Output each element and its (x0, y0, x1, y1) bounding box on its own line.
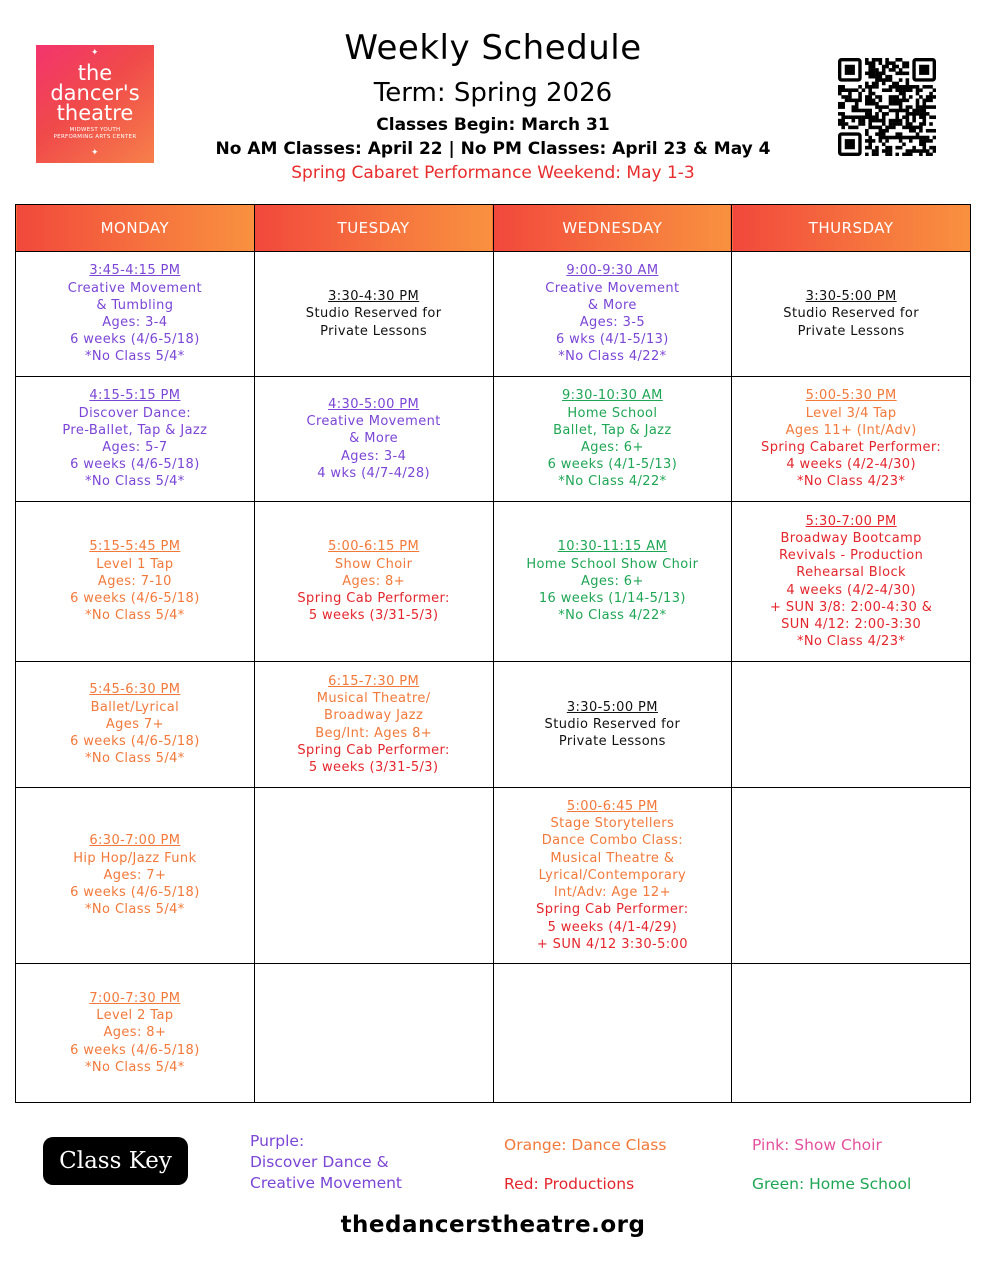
class-detail: Musical Theatre/ (316, 691, 431, 707)
class-detail: *No Class 5/4* (85, 608, 185, 624)
term-label: Term: Spring 2026 (373, 78, 613, 108)
class-detail: 6 weeks (4/6-5/18) (70, 332, 200, 348)
class-detail: Ages: 8+ (342, 573, 406, 589)
schedule-table (15, 204, 971, 1103)
class-detail: Beg/Int: Ages 8+ (315, 725, 433, 741)
no-class-dates: No AM Classes: April 22 | No PM Classes: April 23 & May 4 (215, 139, 771, 159)
class-time: 4:30-5:00 PM (328, 396, 420, 412)
schedule-row (16, 788, 971, 964)
class-detail: Private Lessons (797, 323, 905, 339)
class-detail: Level 1 Tap (96, 556, 174, 572)
key-pink: Pink: Show Choir (752, 1136, 882, 1154)
class-time: 9:00-9:30 AM (566, 263, 659, 279)
day-header-row (16, 205, 971, 252)
class-time: 3:45-4:15 PM (89, 263, 181, 279)
schedule-cell-thursday (732, 788, 971, 964)
class-detail: Creative Movement (545, 280, 680, 296)
class-detail: Spring Cabaret Performer: (761, 440, 942, 455)
sparkle-icon: ✦ (91, 48, 99, 58)
class-detail: Ages: 3-5 (579, 315, 645, 330)
schedule-cell-thursday (732, 502, 971, 662)
class-detail: Lyrical/Contemporary (538, 867, 687, 883)
logo-tagline-2: PERFORMING ARTS CENTER (53, 134, 137, 140)
day-header-tuesday: TUESDAY (254, 205, 493, 252)
schedule-row (16, 377, 971, 502)
class-time: 4:15-5:15 PM (89, 388, 181, 404)
class-detail: Dance Combo Class: (541, 833, 684, 849)
schedule-cell-wednesday (493, 252, 732, 377)
schedule-cell-monday (16, 964, 255, 1103)
schedule-cell-wednesday (493, 502, 732, 662)
day-header-thursday: THURSDAY (732, 205, 971, 252)
class-detail: & Tumbling (96, 297, 174, 313)
class-detail: Ages 11+ (Int/Adv) (785, 422, 917, 438)
class-detail: *No Class 5/4* (85, 751, 185, 767)
class-detail: Ages: 3-4 (102, 315, 168, 330)
class-detail: Rehearsal Block (796, 565, 906, 581)
schedule-cell-monday (16, 788, 255, 964)
schedule-cell-tuesday (254, 252, 493, 377)
class-detail: Stage Storytellers (550, 816, 675, 832)
schedule-cell-thursday (732, 662, 971, 788)
class-detail: Spring Cab Performer: (536, 902, 689, 918)
class-detail: Ages 7+ (105, 716, 164, 732)
class-detail: & More (587, 297, 637, 313)
class-time: 10:30-11:15 AM (557, 539, 668, 555)
class-detail: Home School Show Choir (526, 556, 699, 572)
logo-tagline-1: MIDWEST YOUTH (69, 127, 121, 133)
day-header-wednesday: WEDNESDAY (493, 205, 732, 252)
schedule-cell-tuesday (254, 788, 493, 964)
logo-line-2: dancer's (50, 81, 140, 105)
class-detail: 6 weeks (4/6-5/18) (70, 885, 200, 901)
schedule-row (16, 964, 971, 1103)
class-detail: *No Class 4/23* (796, 474, 906, 490)
schedule-cell-monday (16, 502, 255, 662)
schedule-cell-wednesday (493, 788, 732, 964)
class-time: 6:15-7:30 PM (328, 673, 420, 689)
class-detail: 4 weeks (4/2-4/30) (786, 457, 916, 473)
class-detail: 5 weeks (3/31-5/3) (308, 759, 439, 775)
class-time: 3:30-4:30 PM (328, 289, 420, 305)
class-time: 5:00-5:30 PM (805, 388, 897, 404)
class-detail: Broadway Jazz (324, 708, 424, 724)
class-detail: Ages: 7+ (103, 867, 167, 883)
class-time: 5:00-6:15 PM (328, 539, 420, 555)
schedule-cell-monday (16, 662, 255, 788)
class-detail: *No Class 4/23* (796, 634, 906, 650)
class-detail: Ballet, Tap & Jazz (553, 422, 672, 438)
schedule-cell-wednesday (493, 662, 732, 788)
class-detail: 5 weeks (4/1-4/29) (547, 919, 678, 935)
class-detail: Pre-Ballet, Tap & Jazz (62, 422, 208, 438)
key-green: Green: Home School (752, 1175, 912, 1193)
website-link[interactable]: thedancerstheatre.org (340, 1212, 646, 1238)
class-time: 5:45-6:30 PM (89, 682, 181, 698)
class-detail: + SUN 4/12 3:30-5:00 (536, 936, 688, 952)
class-detail: Studio Reserved for (783, 306, 919, 322)
class-detail: Private Lessons (558, 734, 666, 750)
schedule-cell-tuesday (254, 662, 493, 788)
schedule-cell-monday (16, 252, 255, 377)
class-detail: SUN 4/12: 2:00-3:30 (781, 616, 922, 632)
qr-code-icon[interactable] (838, 58, 936, 156)
class-detail: Broadway Bootcamp (780, 530, 922, 546)
class-detail: 6 weeks (4/6-5/18) (70, 591, 200, 607)
schedule-cell-tuesday (254, 502, 493, 662)
class-detail: Level 2 Tap (96, 1008, 174, 1024)
class-detail: 4 wks (4/7-4/28) (317, 465, 431, 481)
day-header-monday: MONDAY (16, 205, 255, 252)
class-detail: 16 weeks (1/14-5/13) (538, 591, 686, 607)
class-detail: *No Class 5/4* (85, 902, 185, 918)
class-detail: *No Class 4/22* (558, 474, 667, 490)
class-detail: 5 weeks (3/31-5/3) (308, 608, 439, 624)
schedule-cell-thursday (732, 252, 971, 377)
class-detail: *No Class 5/4* (85, 1059, 185, 1075)
key-purple (250, 1131, 402, 1194)
class-detail: Ballet/Lyrical (90, 699, 180, 715)
class-detail: *No Class 4/22* (558, 608, 667, 624)
class-detail: 6 wks (4/1-5/13) (555, 332, 669, 348)
class-detail: *No Class 5/4* (85, 474, 185, 490)
class-detail: Musical Theatre & (550, 850, 675, 866)
class-time: 3:30-5:00 PM (566, 699, 658, 715)
schedule-cell-tuesday (254, 964, 493, 1103)
cabaret-notice: Spring Cabaret Performance Weekend: May 1-3 (291, 163, 695, 183)
class-detail: Studio Reserved for (305, 306, 442, 322)
class-time: 6:30-7:00 PM (89, 833, 181, 849)
key-purple-line: Purple: (250, 1132, 305, 1150)
class-detail: 6 weeks (4/6-5/18) (70, 1042, 200, 1058)
class-time: 3:30-5:00 PM (805, 289, 897, 305)
class-time: 5:30-7:00 PM (805, 513, 897, 529)
schedule-row (16, 252, 971, 377)
class-detail: & More (349, 431, 399, 447)
class-detail: Ages: 6+ (580, 440, 644, 455)
class-time: 5:00-6:45 PM (566, 799, 658, 815)
key-purple-line: Discover Dance & (250, 1153, 389, 1171)
class-detail: 6 weeks (4/6-5/18) (70, 457, 200, 473)
schedule-cell-thursday (732, 377, 971, 502)
class-time: 9:30-10:30 AM (561, 388, 663, 404)
schedule-cell-wednesday (493, 377, 732, 502)
class-detail: Show Choir (334, 556, 413, 572)
schedule-cell-wednesday (493, 964, 732, 1103)
class-detail: 4 weeks (4/2-4/30) (786, 582, 916, 598)
class-detail: Ages: 3-4 (340, 448, 407, 464)
class-detail: Creative Movement (306, 414, 441, 430)
logo-line-1: the (77, 61, 113, 85)
class-detail: 6 weeks (4/6-5/18) (70, 734, 200, 750)
class-detail: *No Class 4/22* (558, 349, 667, 365)
class-detail: Level 3/4 Tap (805, 405, 897, 421)
schedule-cell-monday (16, 377, 255, 502)
class-time: 5:15-5:45 PM (89, 539, 181, 555)
sparkle-icon: ✦ (91, 148, 99, 158)
page-title: Weekly Schedule (344, 28, 642, 68)
class-detail: Discover Dance: (78, 405, 192, 421)
class-detail: 6 weeks (4/1-5/13) (547, 457, 678, 473)
class-detail: Spring Cab Performer: (297, 742, 450, 758)
class-detail: Spring Cab Performer: (297, 591, 450, 607)
schedule-cell-tuesday (254, 377, 493, 502)
class-detail: Int/Adv: Age 12+ (553, 885, 671, 901)
class-detail: Studio Reserved for (544, 716, 681, 732)
class-detail: *No Class 5/4* (85, 349, 185, 365)
class-detail: Ages: 8+ (103, 1025, 167, 1041)
class-time: 7:00-7:30 PM (89, 990, 181, 1006)
logo-line-3: theatre (56, 101, 134, 125)
class-detail: Private Lessons (320, 323, 428, 339)
class-detail: Creative Movement (67, 280, 203, 296)
class-detail: Hip Hop/Jazz Funk (73, 850, 197, 866)
class-detail: Ages: 5-7 (102, 440, 168, 455)
key-orange: Orange: Dance Class (504, 1136, 667, 1154)
class-detail: Revivals - Production (778, 548, 924, 564)
classes-begin: Classes Begin: March 31 (376, 115, 610, 135)
schedule-row (16, 502, 971, 662)
class-detail: Ages: 7-10 (97, 573, 172, 589)
class-detail: + SUN 3/8: 2:00-4:30 & (770, 599, 933, 615)
schedule-row (16, 662, 971, 788)
class-detail: Ages: 6+ (580, 573, 644, 589)
key-purple-line: Creative Movement (250, 1174, 403, 1192)
class-detail: Home School (567, 405, 658, 421)
class-key-label: Class Key (43, 1137, 188, 1185)
schedule-cell-thursday (732, 964, 971, 1103)
key-red: Red: Productions (504, 1175, 635, 1193)
